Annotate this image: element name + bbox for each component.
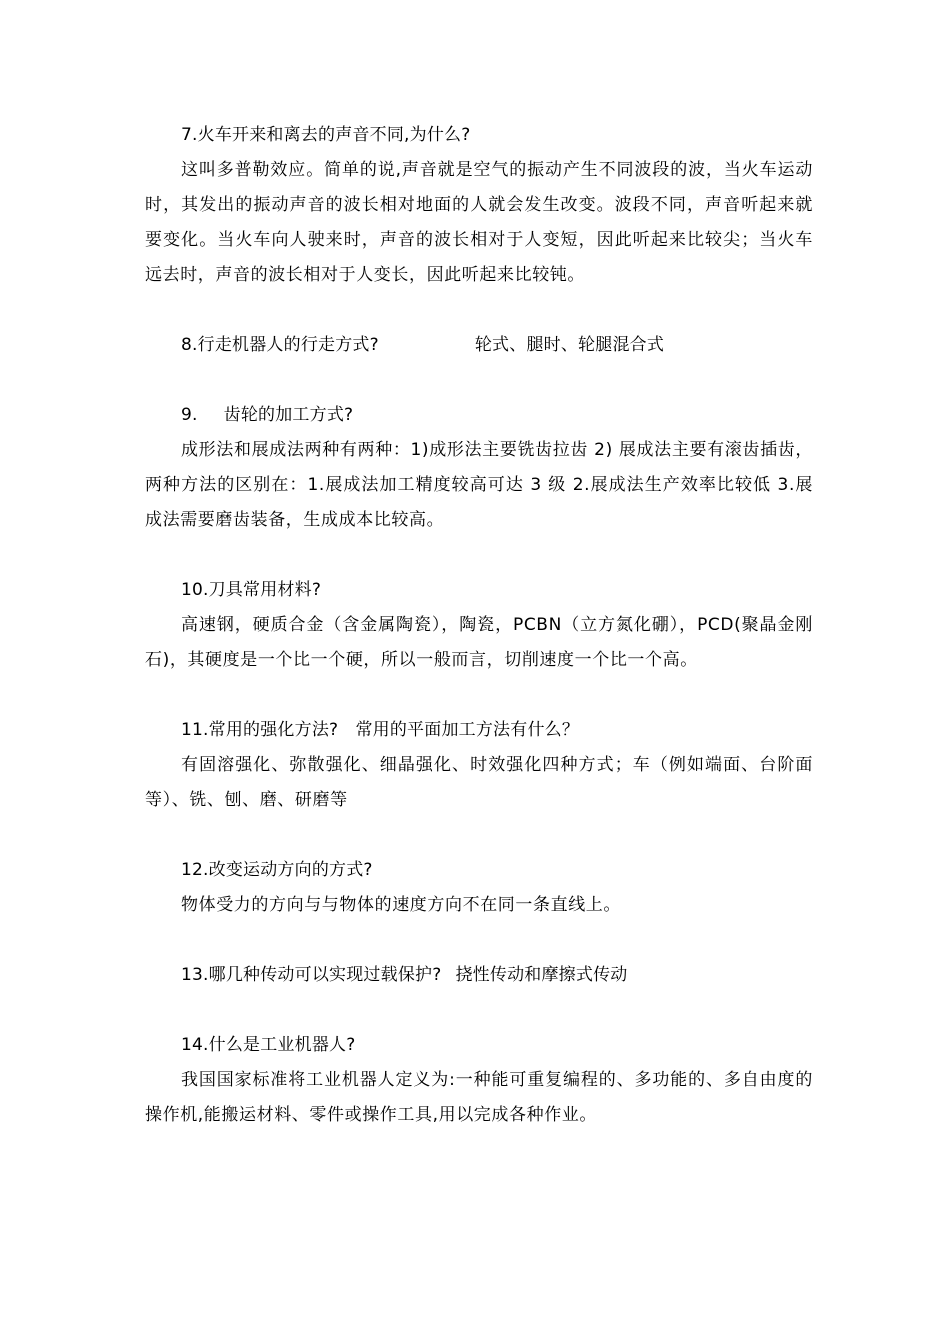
qa-item-13 xyxy=(145,958,813,993)
question-13 xyxy=(145,958,813,993)
question-13-text: 13.哪几种传动可以实现过载保护? xyxy=(181,965,442,985)
qa-item-12 xyxy=(145,853,813,923)
question-11: 11.常用的强化方法? 常用的平面加工方法有什么？ xyxy=(181,720,580,740)
qa-item-10 xyxy=(145,573,813,678)
qa-item-7 xyxy=(145,118,813,293)
question-9-text: 齿轮的加工方式? xyxy=(223,405,354,425)
answer-10: 高速钢，硬质合金（含金属陶瓷），陶瓷，PCBN（立方氮化硼），PCD(聚晶金刚石)，其硬度是一个比一个硬，所以一般而言，切削速度一个比一个高。 xyxy=(145,615,813,670)
question-9 xyxy=(145,398,813,433)
answer-7: 这叫多普勒效应。简单的说,声音就是空气的振动产生不同波段的波，当火车运动时，其发出的振动声音的波长相对地面的人就会发生改变。波段不同，声音听起来就要变化。当火车向人驶来时，声音的波长相对于人变短，因此听起来比较尖；当火车远去时，声音的波长相对于人变长，因此听起来比较钝。 xyxy=(145,160,813,285)
answer-13: 挠性传动和摩擦式传动 xyxy=(455,965,628,985)
qa-item-9 xyxy=(145,398,813,538)
question-10: 10.刀具常用材料? xyxy=(181,580,322,600)
question-8 xyxy=(145,328,813,363)
qa-item-8 xyxy=(145,328,813,363)
answer-9: 成形法和展成法两种有两种：1)成形法主要铣齿拉齿 2) 展成法主要有滚齿插齿，两种方法的区别在：1.展成法加工精度较高可达 3 级 2.展成法生产效率比较低 3.展成法需要磨齿装备，生成成本比较高。 xyxy=(145,440,813,530)
question-7: 7.火车开来和离去的声音不同,为什么? xyxy=(181,125,471,145)
answer-11: 有固溶强化、弥散强化、细晶强化、时效强化四种方式；车（例如端面、台阶面等）、铣、刨、磨、研磨等 xyxy=(145,755,813,810)
answer-14: 我国国家标准将工业机器人定义为:一种能可重复编程的、多功能的、多自由度的操作机,能搬运材料、零件或操作工具,用以完成各种作业。 xyxy=(145,1070,813,1125)
question-8-text: 8.行走机器人的行走方式? xyxy=(181,335,379,355)
answer-8: 轮式、腿时、轮腿混合式 xyxy=(474,335,665,355)
question-12: 12.改变运动方向的方式? xyxy=(181,860,373,880)
qa-item-11 xyxy=(145,713,813,818)
question-14: 14.什么是工业机器人? xyxy=(181,1035,356,1055)
qa-item-14 xyxy=(145,1028,813,1133)
question-9-number: 9. xyxy=(181,405,198,425)
answer-12: 物体受力的方向与与物体的速度方向不在同一条直线上。 xyxy=(181,895,621,915)
